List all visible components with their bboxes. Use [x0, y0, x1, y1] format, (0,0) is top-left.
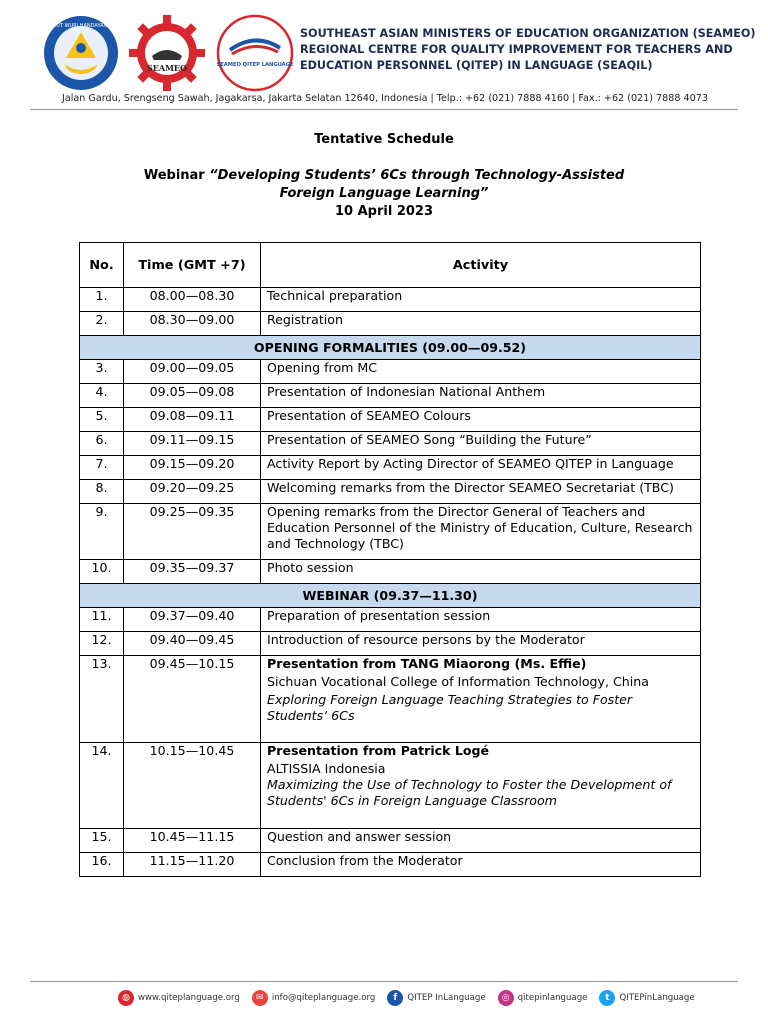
- footer-email[interactable]: [252, 990, 376, 1006]
- row-time: 09.35—09.37: [124, 560, 261, 584]
- section-row-opening: [80, 336, 701, 360]
- row-activity: Conclusion from the Moderator: [261, 853, 701, 877]
- row-time: 09.40—09.45: [124, 632, 261, 656]
- table-row: [80, 608, 701, 632]
- row-no: 12.: [80, 632, 124, 656]
- seameo-qitep-language-logo-text: SEAMEO QITEP LANGUAGE: [216, 62, 294, 68]
- tut-wuri-handayani-logo: [42, 14, 120, 92]
- table-header-row: [80, 243, 701, 288]
- footer-contacts: [118, 988, 707, 1008]
- row-no: 13.: [80, 656, 124, 743]
- webinar-title-line-2: [60, 185, 708, 203]
- org-line-3: EDUCATION PERSONNEL (QITEP) IN LANGUAGE (SEAQIL): [300, 59, 653, 72]
- row-no: 6.: [80, 432, 124, 456]
- tut-wuri-handayani-logo-text: TUT WURI HANDAYANI: [53, 23, 109, 29]
- webinar-title-part-2: Foreign Language Learning”: [279, 186, 489, 201]
- seameo-logo: [128, 14, 206, 92]
- row-activity: Presentation of Indonesian National Anthem: [261, 384, 701, 408]
- row-activity: Introduction of resource persons by the Moderator: [261, 632, 701, 656]
- row-no: 8.: [80, 480, 124, 504]
- webinar-title-part-1: “Developing Students’ 6Cs through Technology-Assisted: [209, 168, 625, 183]
- row-no: 10.: [80, 560, 124, 584]
- row-activity: [261, 656, 701, 743]
- row-time: 09.20—09.25: [124, 480, 261, 504]
- webinar-title-line-1: [60, 167, 708, 185]
- section-title-opening: OPENING FORMALITIES (09.00—09.52): [80, 336, 701, 360]
- section-title-webinar: WEBINAR (09.37—11.30): [80, 584, 701, 608]
- row-time: 09.11—09.15: [124, 432, 261, 456]
- row-activity: Registration: [261, 312, 701, 336]
- presentation-topic: Exploring Foreign Language Teaching Strategies to Foster Students’ 6Cs: [267, 692, 633, 723]
- row-time: 09.45—10.15: [124, 656, 261, 743]
- row-time: 09.15—09.20: [124, 456, 261, 480]
- row-activity: Question and answer session: [261, 829, 701, 853]
- presenter-institution: ALTISSIA Indonesia: [267, 761, 386, 776]
- row-activity: Welcoming remarks from the Director SEAMEO Secretariat (TBC): [261, 480, 701, 504]
- table-row: [80, 384, 701, 408]
- row-no: 11.: [80, 608, 124, 632]
- table-row: [80, 288, 701, 312]
- row-activity: Presentation of SEAMEO Song “Building the Future”: [261, 432, 701, 456]
- presentation-topic: Maximizing the Use of Technology to Foster the Development of Students' 6Cs in Foreign Language Classroom: [267, 777, 672, 808]
- presenter-institution: Sichuan Vocational College of Information Technology, China: [267, 674, 649, 689]
- row-activity: Preparation of presentation session: [261, 608, 701, 632]
- email-icon: ✉: [252, 990, 268, 1006]
- row-no: 15.: [80, 829, 124, 853]
- twitter-text: QITEPinLanguage: [619, 993, 695, 1003]
- table-row-presentation-1: [80, 656, 701, 743]
- row-time: 09.08—09.11: [124, 408, 261, 432]
- row-time: 09.05—09.08: [124, 384, 261, 408]
- row-no: 3.: [80, 360, 124, 384]
- header-no: No.: [80, 243, 124, 288]
- organization-name: [300, 26, 756, 74]
- row-no: 9.: [80, 504, 124, 560]
- website-text: www.qiteplanguage.org: [138, 993, 240, 1003]
- row-no: 14.: [80, 743, 124, 829]
- email-text: info@qiteplanguage.org: [271, 993, 376, 1003]
- schedule-table: [79, 242, 701, 877]
- table-row: [80, 408, 701, 432]
- table-row: [80, 829, 701, 853]
- row-activity: [261, 743, 701, 829]
- footer-facebook[interactable]: [387, 990, 485, 1006]
- footer-instagram[interactable]: [498, 990, 588, 1006]
- section-row-webinar: [80, 584, 701, 608]
- row-activity: Opening from MC: [261, 360, 701, 384]
- row-no: 5.: [80, 408, 124, 432]
- footer-divider: [30, 981, 738, 982]
- table-row: [80, 853, 701, 877]
- seameo-logo-text: SEAMEO: [146, 63, 188, 73]
- table-row: [80, 480, 701, 504]
- letterhead: [40, 14, 756, 92]
- table-row: [80, 560, 701, 584]
- seameo-qitep-language-logo: [216, 14, 294, 92]
- presenter-name: Presentation from Patrick Logé: [267, 743, 490, 758]
- instagram-text: qitepinlanguage: [517, 993, 588, 1003]
- address-line: Jalan Gardu, Srengseng Sawah, Jagakarsa, Jakarta Selatan 12640, Indonesia | Telp.: +62 (021) 7888 4160 | Fax.: +62 (021) 7888 4073: [62, 93, 708, 104]
- event-date: 10 April 2023: [334, 204, 433, 219]
- row-time: 09.37—09.40: [124, 608, 261, 632]
- header-divider: [30, 109, 738, 110]
- instagram-icon: ◎: [498, 990, 514, 1006]
- row-time: 09.00—09.05: [124, 360, 261, 384]
- twitter-icon: t: [599, 990, 615, 1006]
- footer-twitter[interactable]: [599, 990, 694, 1006]
- row-no: 16.: [80, 853, 124, 877]
- globe-icon: ◍: [118, 990, 134, 1006]
- footer-website[interactable]: [118, 990, 240, 1006]
- row-time: 11.15—11.20: [124, 853, 261, 877]
- title-block: [60, 131, 708, 221]
- row-activity: Presentation of SEAMEO Colours: [261, 408, 701, 432]
- row-time: 08.30—09.00: [124, 312, 261, 336]
- row-time: 09.25—09.35: [124, 504, 261, 560]
- row-time: 08.00—08.30: [124, 288, 261, 312]
- org-line-2: REGIONAL CENTRE FOR QUALITY IMPROVEMENT FOR TEACHERS AND: [300, 43, 733, 56]
- table-row: [80, 432, 701, 456]
- document-heading: Tentative Schedule: [314, 132, 454, 147]
- facebook-text: QITEP InLanguage: [407, 993, 486, 1003]
- org-line-1: SOUTHEAST ASIAN MINISTERS OF EDUCATION ORGANIZATION (SEAMEO): [300, 27, 756, 40]
- table-row-presentation-2: [80, 743, 701, 829]
- table-row: [80, 456, 701, 480]
- row-time: 10.45—11.15: [124, 829, 261, 853]
- row-activity: Photo session: [261, 560, 701, 584]
- header-time: Time (GMT +7): [124, 243, 261, 288]
- row-no: 4.: [80, 384, 124, 408]
- facebook-icon: f: [387, 990, 403, 1006]
- table-row: [80, 312, 701, 336]
- webinar-prefix: Webinar: [143, 168, 210, 183]
- table-row: [80, 504, 701, 560]
- presenter-name: Presentation from TANG Miaorong (Ms. Effie): [267, 656, 587, 671]
- header-activity: Activity: [261, 243, 701, 288]
- row-no: 2.: [80, 312, 124, 336]
- row-activity: Activity Report by Acting Director of SEAMEO QITEP in Language: [261, 456, 701, 480]
- row-activity: Opening remarks from the Director General of Teachers and Education Personnel of the Ministry of Education, Culture, Research and Technology (TBC): [261, 504, 701, 560]
- row-activity: Technical preparation: [261, 288, 701, 312]
- row-time: 10.15—10.45: [124, 743, 261, 829]
- row-no: 1.: [80, 288, 124, 312]
- table-row: [80, 360, 701, 384]
- row-no: 7.: [80, 456, 124, 480]
- table-row: [80, 632, 701, 656]
